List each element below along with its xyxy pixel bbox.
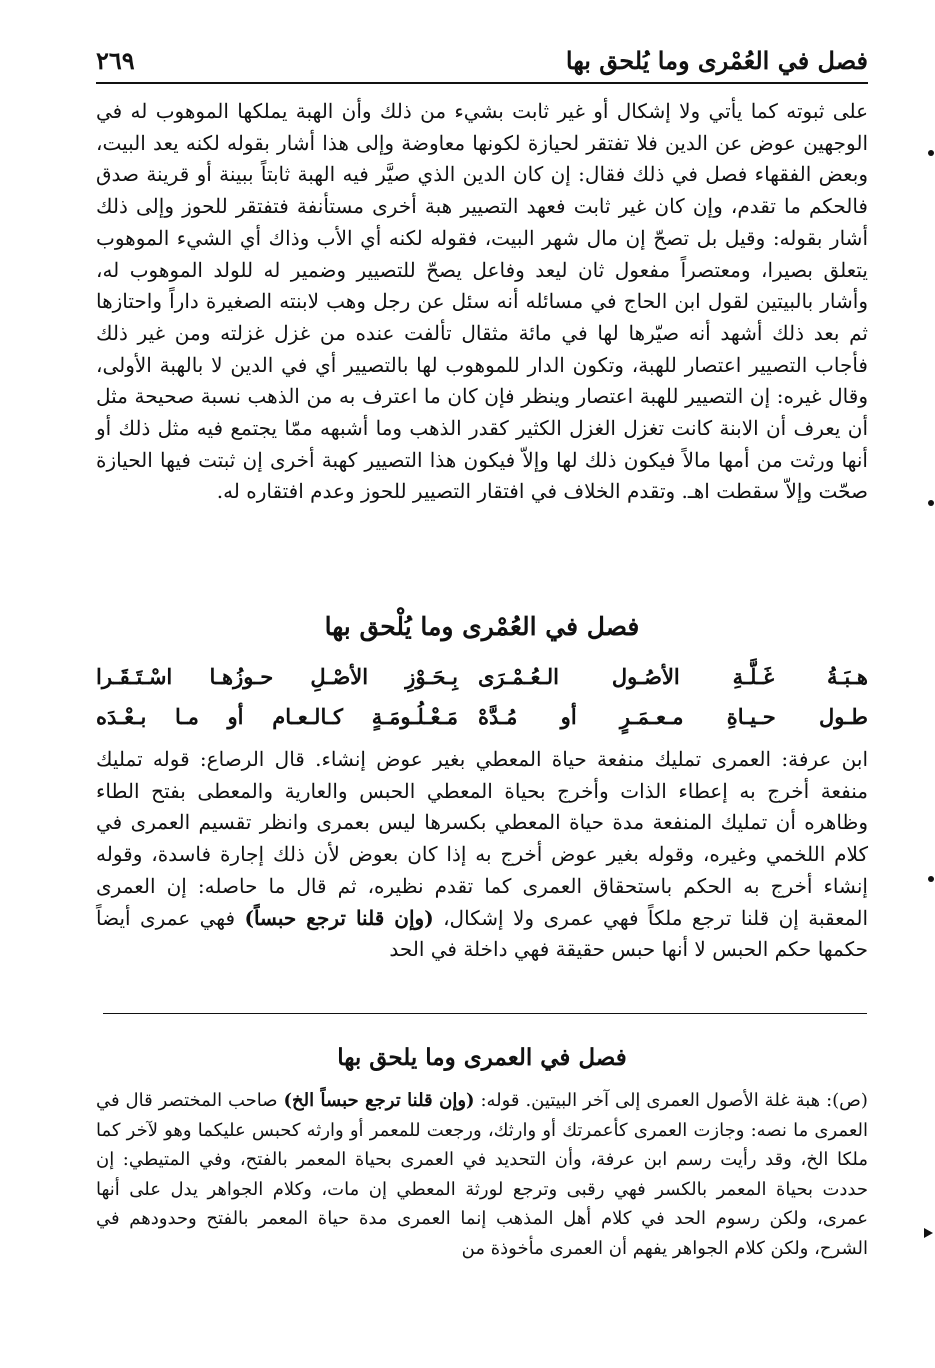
main-paragraph: على ثبوته كما يأتي ولا إشكال أو غير ثابت بشيء من ذلك وأن الهبة يملكها الموهوب له في الوجهين عوض عن الدين فلا تفتقر لحيازة لكونها معاوضة وإلى هذا أشار بقوله لكنه يعد البيت، وبعض الفقهاء فصل في ذلك فقال: إن كان الدين الذي صيَّر فيه الهبة ثابتاً ببينة أو قرينة صدق فالحكم ما تقدم، وإن كان غير ثابت فعهد التصيير هبة أخرى مستأنفة فتفتقر للحوز وإلى ذلك أشار بقوله: وقيل بل تصحّ إن مال شهر البيت، فقوله لكنه أي الأب وذاك أي الشيء الموهوب يتعلق بصيرا، ومعتصراً مفعول ثان ليعد وفاعل يصحّ للتصيير وضمير له للولد الموهوب له، وأشار بالبيتين لقول ابن الحاج في مسائله أنه سئل عن رجل وهب لابنته الصغيرة داراً واحتازها ثم بعد ذلك أشهد أنه صيّرها لها في مائة مثقال تألفت عنده من غزل غزلته ومن غير ذلك فأجاب التصيير اعتصار للهبة، وتكون الدار للموهوب لها بالتصيير أي في الدين لا بالهبة الأولى، وقال غيره: إن التصيير للهبة اعتصار وينظر فإن كان ما اعترف به من الذهب نسبة صحيحة مثل أن يعرف أن الابنة كانت تغزل الغزل الكثير كقدر الذهب وما أشبهه ممّا يجتمع فيه مثل ذلك أو أنها ورثت من أمها مالاً فيكون ذلك لها وإلاّ فيكون هذا التصيير كهبة أخرى إن ثبتت فيها الحيازة صحّت وإلاّ سقطت اهـ. وتقدم الخلاف في افتقار التصيير للحوز وعدم افتقاره له. [96, 99, 868, 504]
footnote-divider [103, 1013, 867, 1014]
commentary-paragraph [96, 1086, 868, 1263]
section-heading: فصل في العُمْرى وما يُلْحق بها [324, 612, 640, 641]
running-title: فصل في العُمْرى وما يُلحق بها [565, 46, 868, 75]
page-header [96, 42, 868, 84]
margin-marker [924, 1228, 933, 1238]
verse-2-second-hemistich: مَـعْـلُـومَـةٍ كـالـعـام أو مـا بـعْـدَه [96, 704, 458, 729]
commentary-bold-phrase: (وإن قلنا ترجع حبساً الخ) [283, 1090, 475, 1111]
commentary-text-before: (ص): هبة غلة الأصول العمرى إلى آخر البيتين. قوله: [480, 1090, 868, 1111]
commentary-text-after: صاحب المختصر قال في العمرى ما نصه: وجازت العمرى كأعمرتك أو وارثك، ورجعت للمعمر أو وارثه كحبس عليكما وهو لآخر كما ملكا الخ، وقد رأيت رسم ابن عرفة، وأن التحديد في العمرى بحياة المعمر بالفتح، وفي المتيطي: إن حددت بحياة المعمر بالكسر فهي رقبى وترجع لورثة المعطي إن مات، وكلام الجواهر يدل على أنها عمرى، ولكن رسوم الحد في كلام أهل المذهب إنما العمرى مدة حياة المعمر بالفتح وحدودهم في الشرح، ولكن كلام الجواهر يفهم أن العمرى مأخوذة من [96, 1090, 868, 1259]
page-number: ٢٦٩ [96, 46, 135, 75]
body-text-after: فهي عمرى أيضاً حكمها حكم الحبس لا أنها حبس حقيقة فهي داخلة في الحد [96, 905, 868, 962]
main-text-block [96, 96, 868, 508]
body-paragraph [96, 744, 868, 966]
body-bold-phrase: (وإن قلنا ترجع حبساً) [244, 905, 434, 930]
body-text-block [96, 744, 868, 966]
margin-dot [928, 150, 934, 156]
verse-2-first-hemistich: طـول حـيـاةِ مـعـمَـرٍ أو مُـدَّهْ [478, 704, 868, 729]
verse-1-first-hemistich: هـبَـةُ غَـلَّـةِ الأصُـول الـعُـمْـرَى [478, 664, 868, 689]
margin-dot [928, 500, 934, 506]
commentary-block [96, 1086, 868, 1263]
verse-1-second-hemistich: بِـحَـوْزِ الأصْـلِ حـوزُهـا اسْـتَـقَـرا [96, 664, 458, 689]
margin-dot [928, 876, 934, 882]
commentary-heading: فصل في العمرى وما يلحق بها [337, 1044, 627, 1071]
body-text: ابن عرفة: العمرى تمليك منفعة حياة المعطي بغير عوض إنشاء. قال الرصاع: قوله تمليك منفعة أخرج به إعطاء الذات وأخرج بحياة المعطي الحبس والعارية والمعطى بفتح الطاء وظاهره أن تمليك المنفعة مدة حياة المعطي بكسرها ليس بعمرى وانظر تقسيم العمرى في كلام اللخمي وغيره، وقوله بغير عوض أخرج به إذا كان بعوض لأن ذلك إجارة فاسدة، وقوله إنشاء أخرج به الحكم باستحقاق العمرى كما تقدم نظيره، ثم قال ما حاصله: إن العمرى المعقبة إن قلنا ترجع ملكاً فهي عمرى ولا إشكال، [96, 747, 868, 930]
